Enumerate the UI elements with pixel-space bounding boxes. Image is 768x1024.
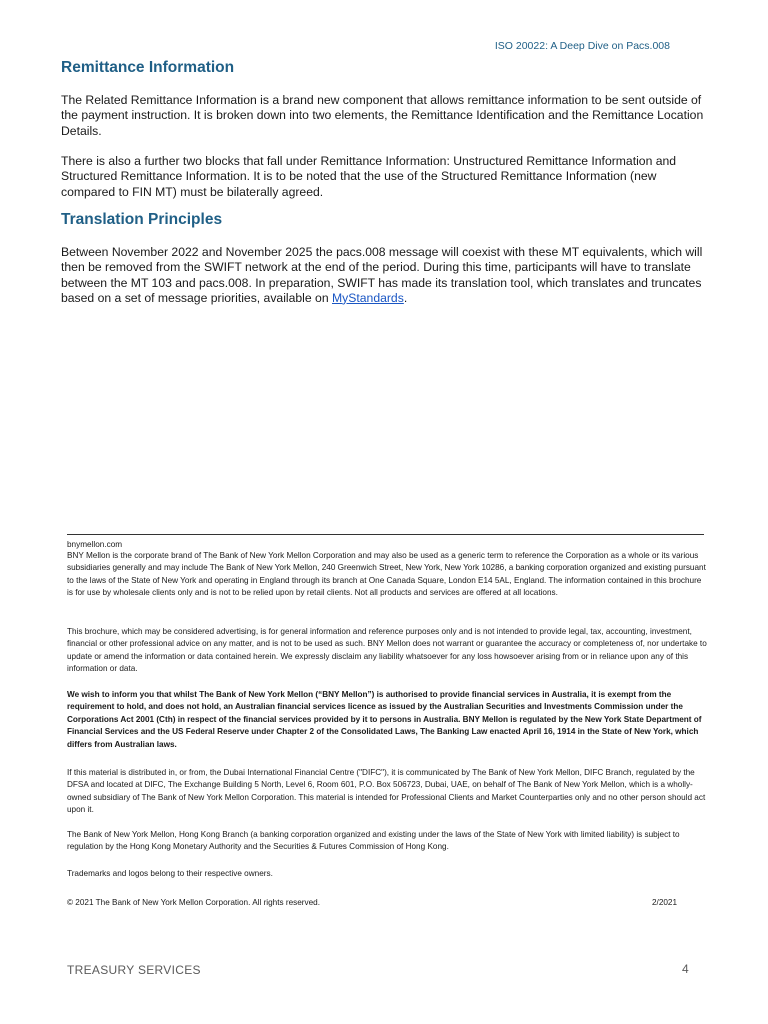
translation-text: Between November 2022 and November 2025 the pacs.008 message will coexist with these MT equivalents, which will then be removed from the SWIFT network at the end of the period. During this time, participants will have to translate between the MT 103 and pacs.008. In preparation, SWIFT has made its translation tool, which translates and truncates based on a set of message priorities, available on xyxy=(61,245,703,305)
remittance-paragraph-1: The Related Remittance Information is a brand new component that allows remittance information to be sent outside of the payment instruction. It is broken down into two elements, the Remittance Identification and the Remittance Location Details. xyxy=(61,93,704,138)
translation-end: . xyxy=(403,290,408,305)
brand-notice: BNY Mellon is the corporate brand of The Bank of New York Mellon Corporation and may also be used as a generic term to reference the Corporation as a whole or its various subsidiaries generally and may include The Bank of New York Mellon, 240 Greenwich Street, New York, New York 10286, a banking corporation organized and existing pursuant to the laws of the State of New York and operating in England through its branch at One Canada Square, London E14 5AL, England. The information contained in this brochure is for use by wholesale clients only and is not to be relied upon by retail clients. Not all products and services are offered at all locations. xyxy=(67,551,706,598)
copyright: © 2021 The Bank of New York Mellon Corporation. All rights reserved. xyxy=(67,898,321,907)
heading-translation-principles: Translation Principles xyxy=(61,211,223,228)
trademarks-notice: Trademarks and logos belong to their respective owners. xyxy=(67,869,273,878)
heading-remittance-information: Remittance Information xyxy=(61,59,235,76)
translation-paragraph xyxy=(61,245,711,306)
hong-kong-notice: The Bank of New York Mellon, Hong Kong Branch (a banking corporation organized and existing under the laws of the State of New York with limited liability) is subject to regulation by the Hong Kong Monetary Authority and the Securities & Futures Commission of Hong Kong. xyxy=(67,830,680,852)
page-number: 4 xyxy=(682,962,689,976)
publication-date: 2/2021 xyxy=(652,898,678,907)
legal-divider xyxy=(67,534,704,535)
running-header: ISO 20022: A Deep Dive on Pacs.008 xyxy=(494,40,670,52)
difc-notice: If this material is distributed in, or from, the Dubai International Financial Centre ("DIFC"), it is communicated by The Bank of New York Mellon, DIFC Branch, regulated by the DFSA and located at DIFC, The Exchange Building 5 North, Level 6, Room 601, P.O. Box 506723, Dubai, UAE, on behalf of The Bank of New York Mellon, which is a wholly-owned subsidiary of The Bank of New York Mellon Corporation. This material is intended for Professional Clients and Market Counterparties only and no other person should act upon it. xyxy=(67,768,706,815)
advertising-notice: This brochure, which may be considered advertising, is for general information and reference purposes only and is not intended to provide legal, tax, accounting, investment, financial or other professional advice on any matter, and is not to be used as such. BNY Mellon does not warrant or guarantee the accuracy or completeness of, nor undertake to update or amend the information or data contained herein. We expressly disclaim any liability whatsoever for any loss howsoever arising from or in reliance upon any of this information or data. xyxy=(67,627,707,674)
website: bnymellon.com xyxy=(67,540,123,549)
remittance-paragraph-2: There is also a further two blocks that fall under Remittance Information: Unstructured Remittance Information and Structured Remittance Information. It is to be noted that the use of the Structured Remittance Information (new compared to FIN MT) must be bilaterally agreed. xyxy=(61,154,677,199)
mystandards-link[interactable]: MyStandards xyxy=(332,290,404,305)
australia-notice: We wish to inform you that whilst The Bank of New York Mellon (“BNY Mellon”) is authorised to provide financial services in Australia, it is exempt from the requirement to hold, and does not hold, an Australian financial services licence as issued by the Australian Securities and Investments Commission under the Corporations Act 2001 (Cth) in respect of the financial services provided by it to persons in Australia. BNY Mellon is regulated by the New York State Department of Financial Services and the US Federal Reserve under Chapter 2 of the Consolidated Laws, The Banking Law enacted April 16, 1914 in the State of New York, which differs from Australian laws. xyxy=(67,690,702,749)
footer-section-label: TREASURY SERVICES xyxy=(67,963,201,977)
